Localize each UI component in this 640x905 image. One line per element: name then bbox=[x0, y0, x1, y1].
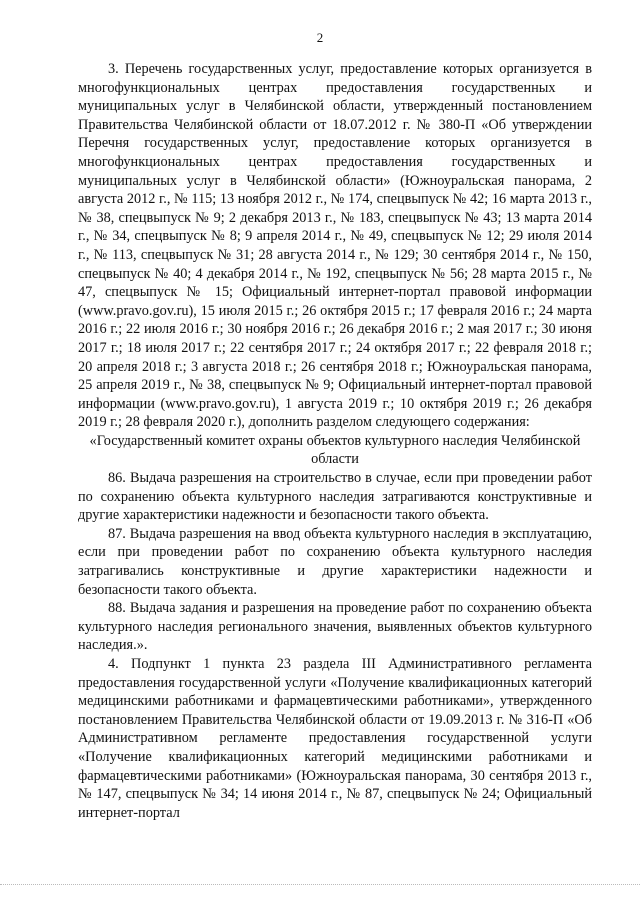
paragraph-item-3: 3. Перечень государственных услуг, предоставление которых организуется в многофункциональных центрах предоставления государственных и муниципальных услуг в Челябинской области, утвержденный постановлением Правительства Челябинской области от 18.07.2012 г. № 380-П «Об утверждении Перечня государственных услуг, предоставление которых организуется в многофункциональных центрах предоставления государственных и муниципальных услуг в Челябинской области» (Южноуральская панорама, 2 августа 2012 г., № 115; 13 ноября 2012 г., № 174, спецвыпуск № 42; 16 марта 2013 г., № 38, спецвыпуск № 9; 2 декабря 2013 г., № 183, спецвыпуск № 43; 13 марта 2014 г., № 34, спецвыпуск № 8; 9 апреля 2014 г., № 49, спецвыпуск № 12; 29 июля 2014 г., № 113, спецвыпуск № 31; 28 августа 2014 г., № 129; 30 сентября 2014 г., № 150, спецвыпуск № 40; 4 декабря 2014 г., № 192, спецвыпуск № 56; 28 марта 2015 г., № 47, спецвыпуск № 15; Официальный интернет-портал правовой информации (www.pravo.gov.ru), 15 июля 2015 г.; 26 октября 2015 г.; 17 февраля 2016 г.; 24 марта 2016 г.; 22 июля 2016 г.; 30 ноября 2016 г.; 26 декабря 2016 г.; 2 мая 2017 г.; 30 июня 2017 г.; 18 июля 2017 г.; 22 сентября 2017 г.; 24 октября 2017 г.; 22 февраля 2018 г.; 20 апреля 2018 г.; 3 августа 2018 г.; 26 сентября 2018 г.; Южноуральская панорама, 25 апреля 2019 г., № 38, спецвыпуск № 9; Официальный интернет-портал правовой информации (www.pravo.gov.ru), 1 августа 2019 г.; 10 октября 2019 г.; 26 декабря 2019 г.; 28 февраля 2020 г.), дополнить разделом следующего содержания: bbox=[78, 61, 592, 431]
paragraph-item-4: 4. Подпункт 1 пункта 23 раздела III Административного регламента предоставления государственной услуги «Получение квалификационных категорий медицинскими работниками и фармацевтическими работниками», утвержденного постановлением Правительства Челябинской области от 19.09.2013 г. № 316-П «Об Административном регламенте предоставления государственной услуги «Получение квалификационных категорий медицинскими работниками и фармацевтическими работниками» (Южноуральская панорама, 30 сентября 2013 г., № 147, спецвыпуск № 34; 14 июня 2014 г., № 87, спецвыпуск № 24; Официальный интернет-портал bbox=[78, 656, 592, 821]
document-body bbox=[78, 60, 592, 822]
page-number: 2 bbox=[316, 30, 324, 45]
paragraph-item-88: 88. Выдача задания и разрешения на проведение работ по сохранению объекта культурного наследия регионального значения, выявленных объектов культурного наследия.». bbox=[78, 600, 592, 654]
page-bottom-rule bbox=[0, 884, 640, 885]
paragraph-item-87: 87. Выдача разрешения на ввод объекта культурного наследия в эксплуатацию, если при проведении работ по сохранению объекта культурного наследия затрагивались конструктивные и другие характеристики надежности и безопасности такого объекта. bbox=[78, 525, 592, 598]
section-heading: «Государственный комитет охраны объектов культурного наследия Челябинской области bbox=[89, 432, 581, 468]
paragraph-item-86: 86. Выдача разрешения на строительство в случае, если при проведении работ по сохранению объекта культурного наследия затрагиваются конструктивные и другие характеристики надежности и безопасности такого объекта. bbox=[78, 470, 592, 524]
